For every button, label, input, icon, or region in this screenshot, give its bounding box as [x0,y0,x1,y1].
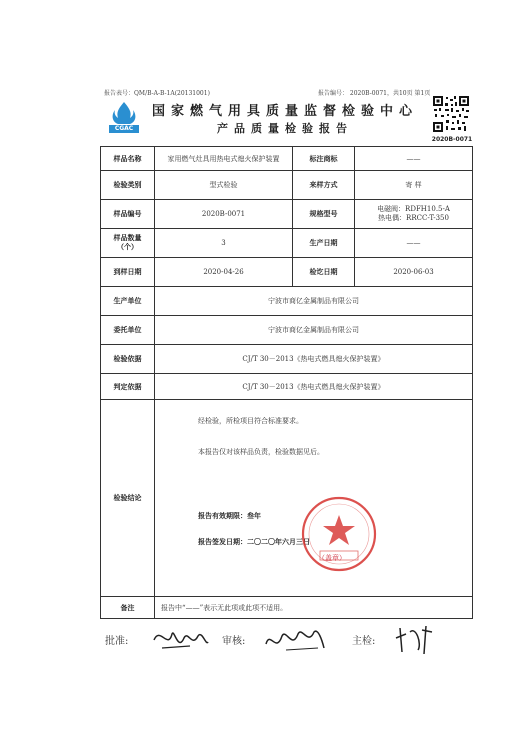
table-row [101,316,473,345]
sampling-label: 来样方式 [293,171,355,200]
trademark-label: 标注商标 [293,147,355,171]
table-row [101,345,473,374]
report-title: 产品质量检验报告 [217,122,353,135]
inspection-basis: CJ/T 30－2013《热电式燃具熄火保护装置》 [155,345,473,374]
table-row [101,287,473,316]
prod-date-label: 生产日期 [293,229,355,258]
conclusion-label: 检验结论 [101,400,155,597]
inspector-signature [392,620,438,660]
inspection-type-label: 检验类别 [101,171,155,200]
review-label: 审核: [222,636,246,647]
table-row [101,597,473,619]
table-row [101,200,473,229]
approve-label: 批准: [105,636,129,647]
issue-date: 报告签发日期：二〇二〇年六月三日 [198,537,310,546]
judge-label: 判定依据 [101,374,155,400]
quantity: 3 [155,229,293,258]
sample-no: 2020B-0071 [155,200,293,229]
reviewer-signature [262,620,328,660]
complete-date-label: 检讫日期 [293,258,355,287]
validity-period: 报告有效期限：叁年 [198,511,261,520]
complete-date: 2020-06-03 [355,258,473,287]
inspector-label: 主检: [352,636,376,647]
spec-label: 规格型号 [293,200,355,229]
seal-note: （盖章） [318,554,346,562]
center-title: 国家燃气用具质量监督检验中心 [151,104,418,119]
table-row [101,171,473,200]
form-number: 报告表号：QM/B-A-B-1A(20131001) [104,90,210,97]
table-row [101,374,473,400]
remark: 报告中“——”表示无此项或此项不适用。 [155,597,473,619]
qr-code-label: 2020B-0071 [431,136,473,143]
basis-label: 检验依据 [101,345,155,374]
quantity-label [101,229,155,258]
arrival-date: 2020-04-26 [155,258,293,287]
qr-code [432,95,470,133]
trademark: —— [355,147,473,171]
quantity-label-line1: 样品数量 [113,234,142,242]
table-row [101,147,473,171]
spec-valve: 电磁阀：RDFH10.5-A [377,205,450,213]
spec-model [355,200,473,229]
sample-name-label: 样品名称 [101,147,155,171]
remark-label: 备注 [101,597,155,619]
logo-text: CGAC [114,125,134,132]
producer: 宁波市商亿金属制品有限公司 [155,287,473,316]
table-row [101,400,473,597]
producer-label: 生产单位 [101,287,155,316]
arrival-date-label: 到样日期 [101,258,155,287]
client-label: 委托单位 [101,316,155,345]
report-number: 报告编号： 2020B-0071，共10页 第1页 [318,90,431,97]
judge-basis: CJ/T 30－2013《热电式燃具熄火保护装置》 [155,374,473,400]
quantity-label-line2: （个） [117,243,138,251]
client: 宁波市商亿金属制品有限公司 [155,316,473,345]
cgac-logo [105,100,143,134]
inspection-type: 型式检验 [155,171,293,200]
table-row [101,258,473,287]
conclusion-text-1: 经检验，所检项目符合标准要求。 [198,417,303,425]
table-row [101,229,473,258]
sampling-method: 寄 样 [355,171,473,200]
spec-thermocouple: 热电偶：RRCC-T-350 [378,214,449,222]
report-table [100,146,473,619]
approver-signature [150,620,212,660]
conclusion-text-2: 本报告仅对该样品负责，检验数据见后。 [198,448,324,456]
prod-date: —— [355,229,473,258]
sample-name: 家用燃气灶具用热电式熄火保护装置 [155,147,293,171]
sample-no-label: 样品编号 [101,200,155,229]
